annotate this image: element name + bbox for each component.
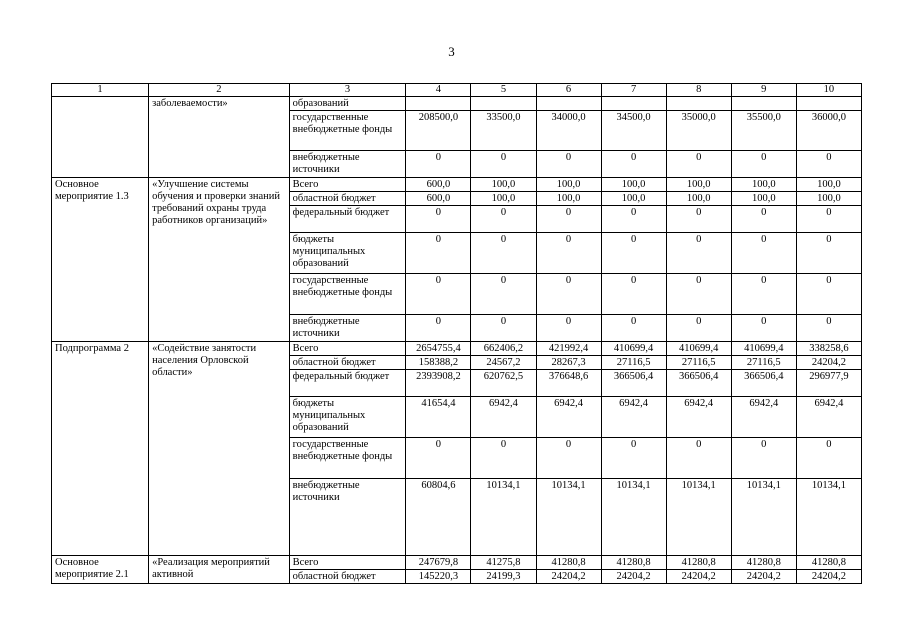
amount-cell: 0 — [666, 151, 731, 178]
column-header: 10 — [796, 84, 861, 97]
amount-cell: 0 — [601, 438, 666, 479]
amount-cell: 0 — [731, 151, 796, 178]
amount-cell: 24204,2 — [731, 570, 796, 584]
amount-cell: 410699,4 — [666, 342, 731, 356]
amount-cell: 600,0 — [406, 192, 471, 206]
amount-cell: 421992,4 — [536, 342, 601, 356]
funding-source-cell: областной бюджет — [289, 356, 406, 370]
table-row — [52, 342, 862, 356]
item-title-cell: «Улучшение системы обучения и проверки знаний требований охраны труда работников организаций» — [149, 178, 290, 342]
amount-cell: 6942,4 — [536, 397, 601, 438]
funding-source-cell: внебюджетные источники — [289, 315, 406, 342]
funding-source-cell: Всего — [289, 178, 406, 192]
amount-cell: 0 — [406, 315, 471, 342]
amount-cell: 28267,3 — [536, 356, 601, 370]
funding-source-cell: государственные внебюджетные фонды — [289, 111, 406, 151]
amount-cell: 10134,1 — [731, 479, 796, 556]
table-row — [52, 97, 862, 111]
amount-cell: 6942,4 — [796, 397, 861, 438]
amount-cell: 0 — [536, 151, 601, 178]
column-header: 3 — [289, 84, 406, 97]
column-header: 6 — [536, 84, 601, 97]
amount-cell: 0 — [796, 233, 861, 274]
amount-cell: 41275,8 — [471, 556, 536, 570]
amount-cell — [666, 97, 731, 111]
amount-cell: 0 — [406, 151, 471, 178]
amount-cell: 338258,6 — [796, 342, 861, 356]
amount-cell: 41280,8 — [601, 556, 666, 570]
amount-cell: 0 — [796, 438, 861, 479]
amount-cell: 100,0 — [471, 178, 536, 192]
amount-cell: 60804,6 — [406, 479, 471, 556]
item-title-cell: заболеваемости» — [149, 97, 290, 178]
amount-cell: 0 — [666, 438, 731, 479]
amount-cell: 0 — [471, 438, 536, 479]
funding-source-cell: государственные внебюджетные фонды — [289, 438, 406, 479]
amount-cell: 2393908,2 — [406, 370, 471, 397]
amount-cell: 100,0 — [471, 192, 536, 206]
page-number: 3 — [448, 44, 455, 59]
column-header: 8 — [666, 84, 731, 97]
item-title-cell: «Содействие занятости населения Орловской области» — [149, 342, 290, 556]
funding-source-cell: областной бюджет — [289, 192, 406, 206]
amount-cell: 0 — [731, 206, 796, 233]
column-header: 2 — [149, 84, 290, 97]
amount-cell: 0 — [536, 274, 601, 315]
amount-cell: 41280,8 — [536, 556, 601, 570]
amount-cell: 0 — [731, 274, 796, 315]
amount-cell: 24199,3 — [471, 570, 536, 584]
amount-cell: 0 — [471, 151, 536, 178]
amount-cell: 34500,0 — [601, 111, 666, 151]
amount-cell: 0 — [471, 315, 536, 342]
column-header: 9 — [731, 84, 796, 97]
amount-cell: 27116,5 — [601, 356, 666, 370]
amount-cell: 100,0 — [731, 178, 796, 192]
amount-cell: 0 — [406, 438, 471, 479]
amount-cell: 6942,4 — [731, 397, 796, 438]
item-code-cell: Основное мероприятие 1.3 — [52, 178, 149, 342]
amount-cell: 208500,0 — [406, 111, 471, 151]
item-code-cell — [52, 97, 149, 178]
amount-cell: 0 — [731, 233, 796, 274]
amount-cell: 0 — [796, 206, 861, 233]
amount-cell: 41654,4 — [406, 397, 471, 438]
amount-cell: 0 — [601, 151, 666, 178]
table-row — [52, 178, 862, 192]
item-code-cell: Основное мероприятие 2.1 — [52, 556, 149, 584]
amount-cell: 620762,5 — [471, 370, 536, 397]
amount-cell: 376648,6 — [536, 370, 601, 397]
amount-cell: 0 — [666, 315, 731, 342]
amount-cell: 0 — [601, 206, 666, 233]
amount-cell: 10134,1 — [666, 479, 731, 556]
amount-cell: 0 — [406, 233, 471, 274]
column-number-row — [52, 84, 862, 97]
funding-source-cell: бюджеты муниципальных образований — [289, 397, 406, 438]
amount-cell: 33500,0 — [471, 111, 536, 151]
amount-cell — [536, 97, 601, 111]
amount-cell: 10134,1 — [796, 479, 861, 556]
amount-cell: 0 — [536, 438, 601, 479]
amount-cell: 2654755,4 — [406, 342, 471, 356]
amount-cell: 0 — [601, 233, 666, 274]
amount-cell: 100,0 — [601, 192, 666, 206]
amount-cell: 366506,4 — [731, 370, 796, 397]
funding-source-cell: Всего — [289, 556, 406, 570]
amount-cell: 100,0 — [536, 178, 601, 192]
amount-cell: 100,0 — [731, 192, 796, 206]
funding-source-cell: федеральный бюджет — [289, 370, 406, 397]
amount-cell: 0 — [536, 315, 601, 342]
column-header: 4 — [406, 84, 471, 97]
column-header: 5 — [471, 84, 536, 97]
amount-cell: 247679,8 — [406, 556, 471, 570]
amount-cell: 410699,4 — [731, 342, 796, 356]
column-header: 1 — [52, 84, 149, 97]
amount-cell: 0 — [666, 206, 731, 233]
amount-cell: 600,0 — [406, 178, 471, 192]
amount-cell: 27116,5 — [666, 356, 731, 370]
funding-source-cell: образований — [289, 97, 406, 111]
funding-source-cell: областной бюджет — [289, 570, 406, 584]
amount-cell: 6942,4 — [471, 397, 536, 438]
amount-cell: 0 — [471, 274, 536, 315]
amount-cell: 24204,2 — [796, 570, 861, 584]
funding-source-cell: внебюджетные источники — [289, 151, 406, 178]
amount-cell: 41280,8 — [666, 556, 731, 570]
amount-cell: 100,0 — [536, 192, 601, 206]
amount-cell: 0 — [406, 206, 471, 233]
funding-source-cell: федеральный бюджет — [289, 206, 406, 233]
amount-cell: 0 — [796, 151, 861, 178]
amount-cell: 100,0 — [796, 178, 861, 192]
amount-cell: 0 — [406, 274, 471, 315]
amount-cell: 0 — [471, 233, 536, 274]
amount-cell: 10134,1 — [536, 479, 601, 556]
amount-cell: 24204,2 — [666, 570, 731, 584]
funding-source-cell: Всего — [289, 342, 406, 356]
item-code-cell: Подпрограмма 2 — [52, 342, 149, 556]
amount-cell: 41280,8 — [796, 556, 861, 570]
amount-cell: 0 — [731, 315, 796, 342]
amount-cell: 24204,2 — [601, 570, 666, 584]
funding-source-cell: бюджеты муниципальных образований — [289, 233, 406, 274]
funding-source-cell: внебюджетные источники — [289, 479, 406, 556]
amount-cell: 662406,2 — [471, 342, 536, 356]
amount-cell — [796, 97, 861, 111]
amount-cell: 0 — [601, 274, 666, 315]
amount-cell: 27116,5 — [731, 356, 796, 370]
amount-cell: 100,0 — [666, 192, 731, 206]
budget-table — [51, 83, 862, 584]
amount-cell: 24567,2 — [471, 356, 536, 370]
amount-cell: 0 — [666, 233, 731, 274]
amount-cell: 100,0 — [666, 178, 731, 192]
amount-cell: 24204,2 — [536, 570, 601, 584]
amount-cell: 36000,0 — [796, 111, 861, 151]
amount-cell — [406, 97, 471, 111]
amount-cell: 35500,0 — [731, 111, 796, 151]
amount-cell — [731, 97, 796, 111]
amount-cell: 41280,8 — [731, 556, 796, 570]
funding-source-cell: государственные внебюджетные фонды — [289, 274, 406, 315]
amount-cell: 366506,4 — [601, 370, 666, 397]
amount-cell: 100,0 — [796, 192, 861, 206]
amount-cell: 10134,1 — [601, 479, 666, 556]
amount-cell: 145220,3 — [406, 570, 471, 584]
amount-cell: 6942,4 — [601, 397, 666, 438]
amount-cell: 0 — [536, 233, 601, 274]
amount-cell: 0 — [471, 206, 536, 233]
column-header: 7 — [601, 84, 666, 97]
amount-cell: 410699,4 — [601, 342, 666, 356]
amount-cell: 0 — [731, 438, 796, 479]
amount-cell: 366506,4 — [666, 370, 731, 397]
amount-cell — [471, 97, 536, 111]
amount-cell: 6942,4 — [666, 397, 731, 438]
amount-cell: 24204,2 — [796, 356, 861, 370]
table-row — [52, 556, 862, 570]
amount-cell: 0 — [666, 274, 731, 315]
amount-cell: 0 — [796, 274, 861, 315]
amount-cell — [601, 97, 666, 111]
amount-cell: 0 — [601, 315, 666, 342]
amount-cell: 34000,0 — [536, 111, 601, 151]
amount-cell: 0 — [796, 315, 861, 342]
item-title-cell: «Реализация мероприятий активной — [149, 556, 290, 584]
amount-cell: 296977,9 — [796, 370, 861, 397]
amount-cell: 10134,1 — [471, 479, 536, 556]
amount-cell: 35000,0 — [666, 111, 731, 151]
amount-cell: 158388,2 — [406, 356, 471, 370]
amount-cell: 0 — [536, 206, 601, 233]
amount-cell: 100,0 — [601, 178, 666, 192]
